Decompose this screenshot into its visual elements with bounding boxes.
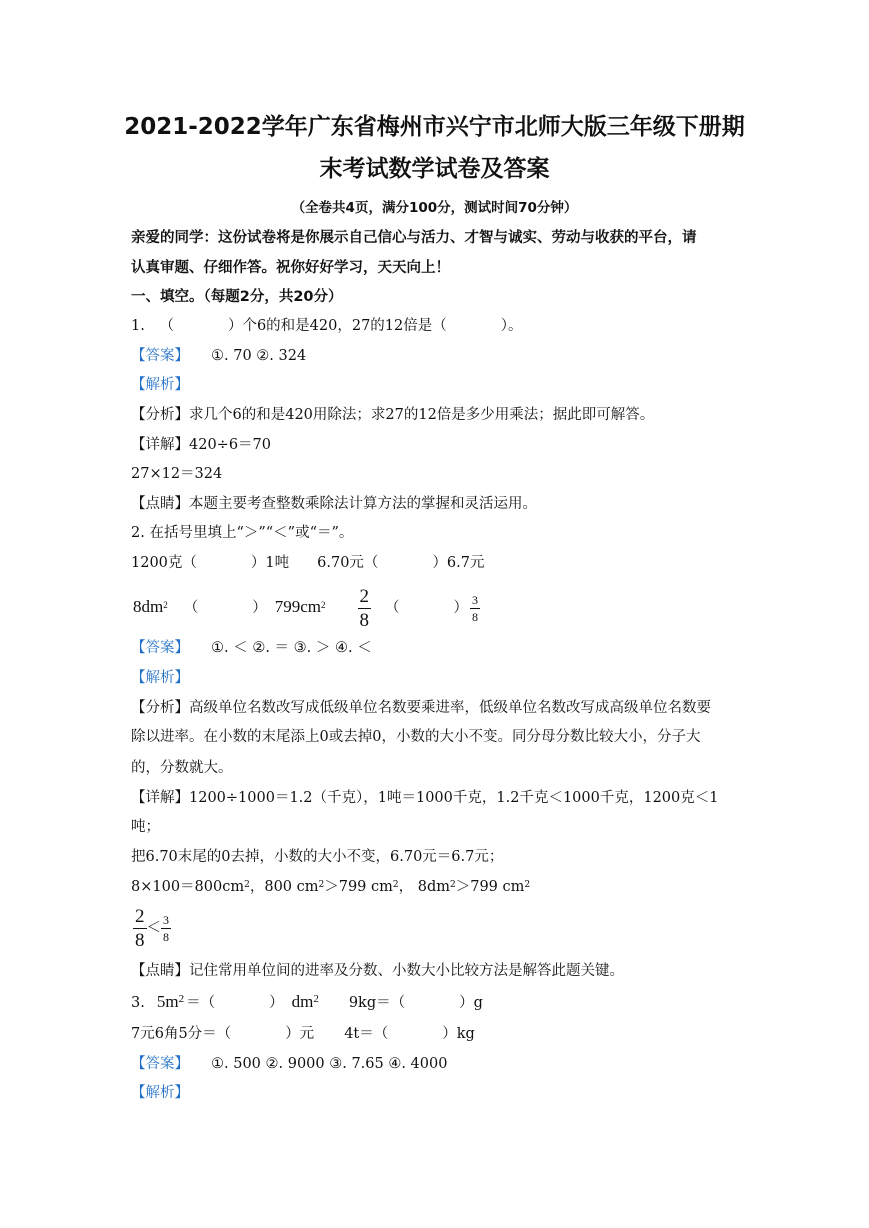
q1-answer: [131, 346, 306, 366]
q1-text: ）个6的和是420，27的12倍是（: [227, 318, 447, 334]
doc-title-line1: 2021-2022学年广东省梅州市兴宁市北师大版三年级下册期: [124, 114, 745, 140]
q2-dianjing: [131, 961, 624, 981]
q2-xiangjie-5: [133, 906, 171, 950]
xiangjie-label: 【详解】: [131, 437, 189, 453]
fraction-3-8: $\frac{3}{8}$: [472, 592, 479, 624]
xiangjie-text: 1200÷1000＝1.2（千克），1吨＝1000千克，1.2千克＜1000千克，1200克＜1: [189, 790, 719, 806]
q2-item2: 6.70元（: [317, 555, 379, 571]
fraction-2-8: $\frac{2}{8}$: [135, 905, 145, 951]
q2-xiangjie-4: $8\times 100=800cm^2$，800 $cm^2>799$ $cm^2$， $8dm^2>799$ $cm^2$: [131, 879, 531, 895]
q2-row1: [131, 553, 485, 573]
dianjing-text: 记住常用单位间的进率及分数、小数大小比较方法是解答此题关键。: [189, 963, 624, 979]
q3-dm2: $dm^2$: [291, 992, 319, 1011]
q2-item2-end: ）6.7元: [432, 555, 485, 571]
q1-analysis-label: 【解析】: [131, 377, 189, 393]
q3-yuan: ）元: [285, 1026, 315, 1042]
answer-text: ①. ＜ ②. ＝ ③. ＞ ④. ＜: [211, 640, 372, 656]
q3-g: ）g: [459, 995, 483, 1011]
q1-xiangjie: [131, 435, 271, 455]
q2-paren-open-2: （: [385, 600, 400, 616]
blank-open: （: [159, 318, 174, 334]
xiangjie-text: 420÷6＝70: [189, 437, 272, 453]
answer-text: ①. 500 ②. 9000 ③. 7.65 ④. 4000: [211, 1056, 448, 1072]
doc-title-line2: 末考试数学试卷及答案: [319, 156, 550, 182]
fraction-3-8: $\frac{3}{8}$: [163, 912, 169, 944]
q3-t: 4t＝（: [344, 1026, 389, 1042]
fraction-2-8: $\frac{2}{8}$: [359, 585, 370, 631]
dianjing-label: 【点睛】: [131, 963, 189, 979]
answer-label: 【答案】: [131, 640, 189, 656]
dianjing-text: 本题主要考查整数乘除法计算方法的掌握和灵活运用。: [189, 496, 537, 512]
q2-fenxi-2: 除以进率。在小数的末尾添上0或去掉0，小数的大小不变。同分母分数比较大小，分子大: [131, 729, 701, 745]
q3-number: 3.: [131, 995, 145, 1011]
q2-row2: [133, 585, 480, 629]
q3-analysis-label: 【解析】: [131, 1085, 189, 1101]
q2-fenxi-1: [131, 698, 711, 718]
q3-kg-unit: ）kg: [442, 1026, 475, 1042]
q2-answer: [131, 638, 372, 658]
less-than: ＜: [146, 920, 161, 936]
q3-eq: ＝: [186, 995, 201, 1011]
q2-item1-end: ）1吨: [250, 555, 290, 571]
blank-close: ）。: [500, 318, 523, 334]
answer-label: 【答案】: [131, 348, 189, 364]
answer-label: 【答案】: [131, 1056, 189, 1072]
q2-analysis-label: 【解析】: [131, 670, 189, 686]
q2-xiangjie-3: 把6.70末尾的0去掉，小数的大小不变，6.70元＝6.7元；: [131, 849, 504, 865]
q3-row1: [131, 986, 483, 1018]
q1-stem: [131, 316, 523, 336]
fenxi-text: 求几个6的和是420用除法；求27的12倍是多少用乘法；据此即可解答。: [189, 407, 655, 423]
answer-text: ①. 70 ②. 324: [211, 348, 307, 364]
q1-xiangjie-2: 27×12＝324: [131, 466, 223, 482]
q3-money: 7元6角5分＝（: [131, 1026, 232, 1042]
q1-fenxi: [131, 405, 654, 425]
q1-number: 1.: [131, 318, 145, 334]
q3-paren-open: （: [200, 995, 216, 1011]
q2-dm: $8dm^2$: [133, 597, 168, 616]
fenxi-label: 【分析】: [131, 700, 189, 716]
dianjing-label: 【点睛】: [131, 496, 189, 512]
fenxi-text: 高级单位名数改写成低级单位名数要乘进率，低级单位名数改写成高级单位名数要: [189, 700, 711, 716]
q3-kg: 9kg＝（: [348, 995, 406, 1011]
q2-cm: $799cm^2$: [274, 597, 326, 616]
q1-dianjing: [131, 494, 537, 514]
fenxi-label: 【分析】: [131, 407, 189, 423]
q2-paren-open: （: [183, 600, 199, 616]
q3-answer: [131, 1054, 447, 1074]
section-heading: 一、填空。（每题2分，共20分）: [131, 289, 343, 305]
q2-item1: 1200克（: [131, 555, 197, 571]
q3-row2: [131, 1024, 475, 1044]
doc-subtitle: （全卷共4页，满分100分，测试时间70分钟）: [291, 200, 578, 216]
q3-paren-close: ）: [269, 995, 284, 1011]
q2-xiangjie-2: 吨；: [131, 819, 160, 835]
intro-line2: 认真审题、仔细作答。祝你好好学习，天天向上！: [131, 260, 450, 276]
intro-line1: 亲爱的同学：这份试卷将是你展示自己信心与活力、才智与诚实、劳动与收获的平台，请: [131, 230, 697, 246]
q2-fenxi-3: 的，分数就大。: [131, 760, 233, 776]
q2-stem: 2. 在括号里填上“＞”“＜”或“＝”。: [131, 525, 354, 541]
q2-paren-close: ）: [252, 600, 267, 616]
q2-xiangjie-1: [131, 788, 718, 808]
xiangjie-label: 【详解】: [131, 790, 189, 806]
q2-paren-close-2: ）: [453, 600, 469, 616]
q3-m2: $5m^2$: [156, 992, 185, 1011]
